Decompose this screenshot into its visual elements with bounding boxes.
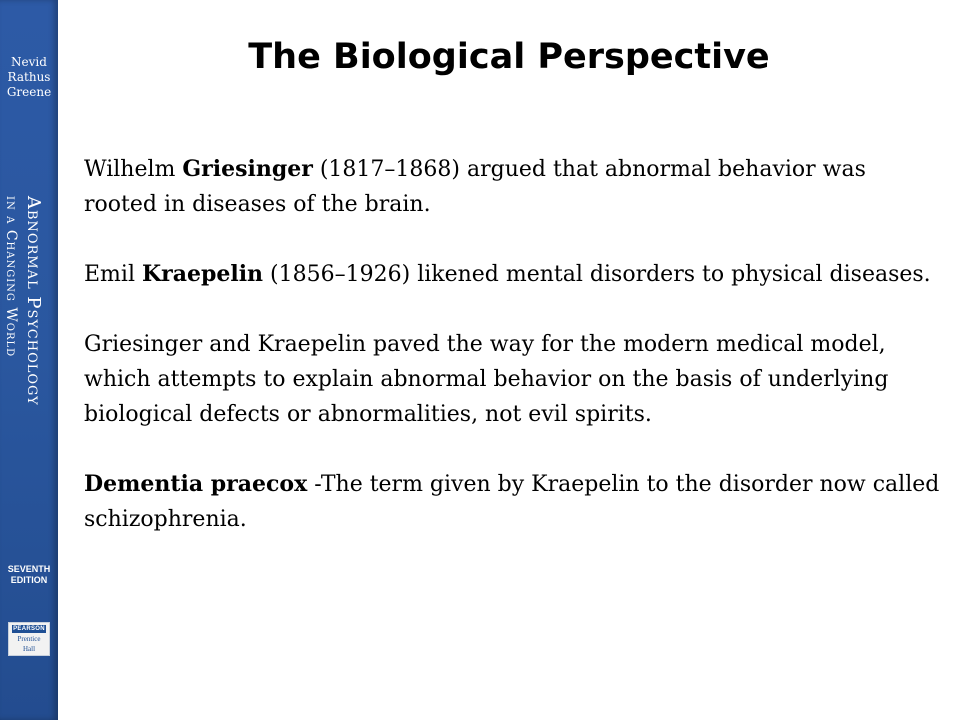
author-name: Greene xyxy=(6,85,52,99)
imprint-line-2: Hall xyxy=(22,645,36,653)
book-title-line-2: in a Changing World xyxy=(3,196,19,358)
book-authors xyxy=(0,55,58,100)
paragraph-text: (1817–1868) argued that abnormal behavior was rooted in diseases of the brain. xyxy=(84,157,866,217)
paragraph-dementia-praecox xyxy=(84,467,944,537)
publisher-name: PEARSON xyxy=(13,626,45,632)
publisher-logo xyxy=(8,622,50,656)
paragraph-text: Griesinger and Kraepelin paved the way for the modern medical model, which attempts to explain abnormal behavior on the basis of underlying biological defects or abnormalities, not evil spirits. xyxy=(84,332,889,427)
book-title xyxy=(0,196,44,406)
author-name: Nevid xyxy=(11,55,47,69)
term-name: Dementia praecox xyxy=(84,471,308,497)
paragraph-text: -The term given by Kraepelin to the disorder now called schizophrenia. xyxy=(84,472,940,532)
paragraph-kraepelin xyxy=(84,257,944,292)
person-name: Kraepelin xyxy=(142,261,264,287)
slide-title: The Biological Perspective xyxy=(248,37,770,77)
edition-line-2: EDITION xyxy=(10,575,48,585)
author-name: Rathus xyxy=(7,70,51,84)
paragraph-medical-model xyxy=(84,327,944,432)
book-cover-sidebar xyxy=(0,0,58,720)
paragraph-text: Emil xyxy=(84,262,142,287)
book-title-line-1: Abnormal Psychology xyxy=(23,196,44,406)
paragraph-text: (1856–1926) likened mental disorders to physical diseases. xyxy=(263,262,931,287)
person-name: Griesinger xyxy=(182,156,313,182)
edition-label xyxy=(0,564,58,586)
paragraph-griesinger xyxy=(84,152,944,222)
paragraph-text: Wilhelm xyxy=(84,157,183,182)
slide-body xyxy=(84,152,944,537)
edition-line-1: SEVENTH xyxy=(7,564,51,574)
imprint-line-1: Prentice xyxy=(17,635,41,643)
